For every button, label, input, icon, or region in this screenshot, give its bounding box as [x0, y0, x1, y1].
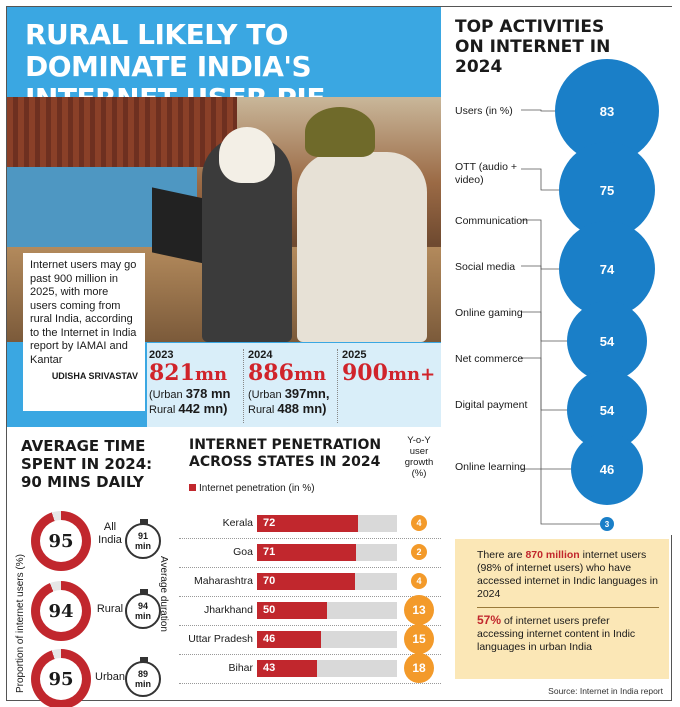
activity-label: Online learning — [455, 461, 526, 473]
penetration-value: 50 — [263, 604, 276, 616]
woolen-cap-illustration — [305, 107, 375, 157]
usage-ring — [31, 511, 91, 571]
activity-label: Users (in %) — [455, 105, 513, 117]
penetration-bar — [257, 602, 327, 619]
activity-bubble: 83 — [555, 59, 659, 163]
yoy-growth-bubble: 18 — [404, 653, 434, 683]
penetration-legend — [189, 483, 315, 494]
stopwatch-knob — [140, 589, 148, 594]
duration-value: 94 — [137, 601, 148, 611]
row-divider — [179, 625, 441, 626]
stat-rural-prefix: Rural — [248, 404, 278, 416]
penetration-bar — [257, 660, 317, 677]
penetration-title: INTERNET PENETRATION ACROSS STATES IN 2024 — [189, 437, 382, 470]
state-label: Maharashtra — [194, 575, 253, 587]
penetration-value: 71 — [263, 546, 276, 558]
row-divider — [179, 596, 441, 597]
fact-paragraph-1 — [477, 549, 659, 601]
penetration-value: 72 — [263, 517, 276, 529]
stopwatch-icon — [125, 523, 161, 559]
activity-label: OTT (audio + video) — [455, 161, 517, 186]
penetration-bar — [257, 544, 356, 561]
duration-unit: min — [134, 679, 151, 689]
penetration-value: 70 — [263, 575, 276, 587]
stat-total-value: 821 — [149, 360, 195, 386]
hero-panel — [7, 7, 441, 427]
stat-total-unit: mn+ — [387, 364, 436, 385]
activity-label: Online gaming — [455, 307, 523, 319]
stat-urban-prefix: (Urban — [248, 389, 285, 401]
headline: RURAL LIKELY TO DOMINATE INDIA'S — [25, 18, 312, 83]
activity-label: Communication — [455, 215, 528, 227]
stat-year: 2025 — [342, 349, 367, 361]
stat-urban-value: 397mn, — [284, 386, 330, 401]
yoy-growth-bubble: 13 — [404, 595, 434, 625]
activity-bubble: 46 — [571, 433, 643, 505]
stopwatch-knob — [140, 519, 148, 524]
stopwatch-knob — [140, 657, 148, 662]
fact-1-highlight: 870 million — [525, 549, 580, 561]
stat-total-value: 900 — [342, 360, 388, 386]
state-label: Jharkhand — [203, 604, 253, 616]
fact-1-post: internet users (98% of internet users) who have accessed internet in Indic languages in 2024 — [477, 549, 658, 600]
source-note: Source: Internet in India report — [548, 686, 663, 696]
stat-breakdown — [248, 387, 337, 417]
infographic-frame — [6, 6, 672, 701]
fact-paragraph-2 — [477, 614, 659, 654]
usage-ring-value: 95 — [40, 658, 82, 700]
usage-ring-value: 95 — [40, 520, 82, 562]
duration-value: 91 — [137, 531, 148, 541]
stat-rural — [248, 402, 337, 417]
bar-track — [257, 660, 397, 677]
photo-byline: UDISHA SRIVASTAV — [51, 371, 138, 381]
stat-rural-prefix: Rural — [149, 404, 179, 416]
state-label: Kerala — [222, 517, 253, 529]
stopwatch-icon — [125, 661, 161, 697]
yoy-growth-bubble: 4 — [411, 573, 427, 589]
yoy-header: Y-o-Y user growth (%) — [404, 435, 434, 479]
stat-urban — [149, 387, 243, 402]
activity-bubble: 75 — [559, 142, 655, 238]
usage-ring — [31, 649, 91, 707]
stat-urban-prefix: (Urban — [149, 389, 186, 401]
segment-label: All India — [98, 521, 122, 546]
activity-label: Net commerce — [455, 353, 524, 365]
legend-label: Internet penetration (in %) — [199, 483, 315, 494]
stat-rural-value: 442 mn) — [178, 401, 228, 416]
stopwatch-icon — [125, 593, 161, 629]
stat-year: 2023 — [149, 349, 174, 361]
caption-text: Internet users may go past 900 million in 2025, with more users coming from rural India, according to the Internet in India report by IAMAI and Kantar — [30, 259, 137, 366]
stat-total — [248, 361, 337, 387]
bar-track — [257, 544, 397, 561]
stat-total-value: 886 — [248, 360, 294, 386]
activity-bubble: 3 — [600, 517, 614, 531]
segment-label: Urban — [95, 671, 125, 683]
hero-caption — [23, 253, 145, 411]
yoy-growth-bubble: 2 — [411, 544, 427, 560]
man-right-illustration — [297, 152, 427, 342]
stat-total — [149, 361, 243, 387]
white-turban-illustration — [219, 127, 275, 183]
fact-divider — [477, 607, 659, 608]
activity-bubble: 54 — [567, 370, 647, 450]
stat-2024 — [243, 349, 337, 423]
avg-y-axis-label: Proportion of internet users (%) — [15, 554, 26, 693]
penetration-panel — [179, 431, 441, 702]
usage-ring — [31, 581, 91, 641]
fact-2-post: of internet users prefer accessing internet content in Indic languages in urban India — [477, 615, 636, 653]
yoy-growth-bubble: 4 — [411, 515, 427, 531]
stat-total-unit: mn — [194, 364, 228, 385]
stat-total-unit: mn — [293, 364, 327, 385]
stat-urban-value: 378 mn — [185, 386, 231, 401]
avg-duration-label: Average duration — [158, 556, 169, 632]
row-divider — [179, 538, 441, 539]
activity-bubble: 54 — [567, 301, 647, 381]
penetration-bar — [257, 515, 358, 532]
indic-language-factbox — [455, 539, 669, 679]
bar-track — [257, 602, 397, 619]
duration-value: 89 — [137, 669, 148, 679]
activity-connector — [521, 358, 571, 469]
penetration-bar — [257, 573, 355, 590]
stat-breakdown — [149, 387, 243, 417]
usage-ring-value: 94 — [40, 590, 82, 632]
fact-1-pre: There are — [477, 549, 526, 561]
stat-2025 — [337, 349, 441, 423]
state-label: Uttar Pradesh — [188, 633, 253, 645]
activities-title: TOP ACTIVITIES ON INTERNET IN 2024 — [455, 17, 611, 77]
photo-roof — [7, 97, 237, 167]
activity-label: Digital payment — [455, 399, 528, 411]
state-label: Goa — [233, 546, 253, 558]
yoy-growth-bubble: 15 — [404, 624, 434, 654]
row-divider — [179, 683, 441, 684]
bar-track — [257, 631, 397, 648]
stat-total — [342, 361, 441, 387]
top-activities-panel — [441, 7, 673, 535]
row-divider — [179, 654, 441, 655]
stat-rural-value: 488 mn) — [277, 401, 327, 416]
bar-track — [257, 515, 397, 532]
stat-urban — [248, 387, 337, 402]
bar-track — [257, 573, 397, 590]
state-label: Bihar — [228, 662, 253, 674]
penetration-bar — [257, 631, 321, 648]
penetration-value: 46 — [263, 633, 276, 645]
stat-rural — [149, 402, 243, 417]
stat-2023 — [149, 349, 243, 423]
activity-label: Social media — [455, 261, 516, 273]
avg-time-title: AVERAGE TIME SPENT IN 2024: 90 MINS DAILY — [21, 437, 153, 491]
user-stats — [147, 343, 441, 427]
segment-label: Rural — [96, 603, 124, 615]
fact-2-highlight: 57% — [477, 613, 502, 627]
duration-unit: min — [134, 611, 151, 621]
duration-unit: min — [134, 541, 151, 551]
penetration-value: 43 — [263, 662, 276, 674]
activity-bubble: 74 — [559, 221, 655, 317]
average-time-panel — [7, 431, 177, 702]
legend-swatch — [189, 484, 196, 491]
row-divider — [179, 567, 441, 568]
stat-year: 2024 — [248, 349, 273, 361]
